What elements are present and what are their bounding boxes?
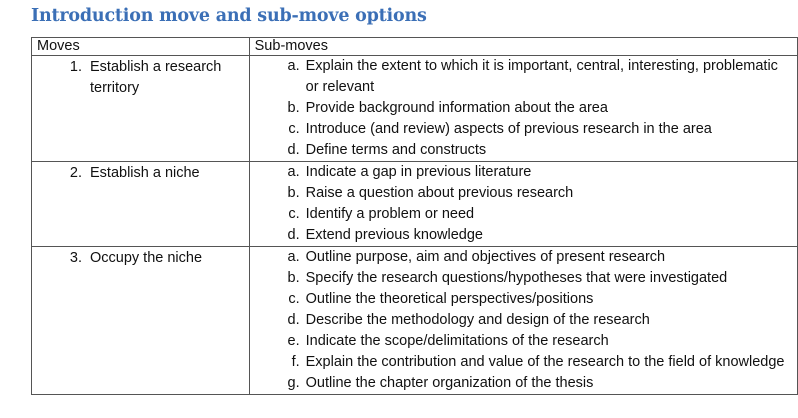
list-item: [250, 225, 797, 246]
move-number: 1.: [69, 59, 82, 75]
sub-text: Indicate the scope/delimitations of the research: [305, 333, 609, 349]
sub-letter: g.: [287, 375, 300, 391]
move-cell: [32, 56, 250, 162]
list-item: [250, 247, 797, 268]
sub-letter: d.: [287, 312, 300, 328]
sub-text: Outline purpose, aim and objectives of present research: [305, 249, 666, 265]
sub-text: Outline the theoretical perspectives/positions: [305, 291, 594, 307]
sub-text: Explain the contribution and value of the research to the field of knowledge: [305, 354, 785, 370]
sub-letter: e.: [287, 333, 300, 349]
sub-letter: c.: [288, 121, 300, 137]
sub-letter: d.: [287, 142, 300, 158]
move-label: Establish a research territory: [90, 59, 222, 96]
header-submoves: Sub-moves: [249, 38, 797, 56]
submoves-cell: [249, 162, 797, 247]
table-row: [32, 56, 798, 162]
submoves-cell: [249, 247, 797, 395]
table-row: [32, 247, 798, 395]
move-label: Occupy the niche: [90, 250, 203, 266]
list-item: [250, 183, 797, 204]
sub-text: Define terms and constructs: [305, 142, 487, 158]
list-item: [250, 98, 797, 119]
list-item: [250, 140, 797, 161]
sub-letter: d.: [287, 227, 300, 243]
move-label: Establish a niche: [90, 165, 200, 181]
sub-letter: a.: [287, 58, 300, 74]
list-item: [250, 268, 797, 289]
list-item: [250, 373, 797, 394]
list-item: [250, 310, 797, 331]
sub-letter: c.: [288, 291, 300, 307]
move-number: 3.: [69, 250, 82, 266]
sub-letter: a.: [287, 164, 300, 180]
list-item: [250, 162, 797, 183]
sub-letter: b.: [287, 270, 300, 286]
sub-text: Outline the chapter organization of the thesis: [305, 375, 594, 391]
list-item: [250, 119, 797, 140]
sub-text: Raise a question about previous research: [305, 185, 574, 201]
sub-text: Introduce (and review) aspects of previous research in the area: [305, 121, 712, 137]
move-number: 2.: [69, 165, 82, 181]
list-item: [250, 352, 797, 373]
sub-text: Explain the extent to which it is important, central, interesting, problematic or relevant: [305, 58, 778, 95]
sub-text: Provide background information about the area: [305, 100, 608, 116]
header-moves: Moves: [32, 38, 250, 56]
sub-letter: c.: [288, 206, 300, 222]
move-cell: [32, 247, 250, 395]
sub-text: Identify a problem or need: [305, 206, 475, 222]
sub-text: Indicate a gap in previous literature: [305, 164, 532, 180]
sub-letter: b.: [287, 185, 300, 201]
sub-letter: b.: [287, 100, 300, 116]
moves-table: [31, 37, 798, 395]
list-item: [250, 56, 797, 98]
sub-letter: f.: [291, 354, 300, 370]
list-item: [250, 204, 797, 225]
sub-text: Extend previous knowledge: [305, 227, 483, 243]
sub-text: Specify the research questions/hypotheses that were investigated: [305, 270, 728, 286]
table-header-row: [32, 38, 798, 56]
list-item: [250, 331, 797, 352]
sub-letter: a.: [287, 249, 300, 265]
sub-text: Describe the methodology and design of the research: [305, 312, 650, 328]
submoves-cell: [249, 56, 797, 162]
list-item: [250, 289, 797, 310]
table-row: [32, 162, 798, 247]
page-title: Introduction move and sub-move options: [31, 6, 427, 26]
move-cell: [32, 162, 250, 247]
